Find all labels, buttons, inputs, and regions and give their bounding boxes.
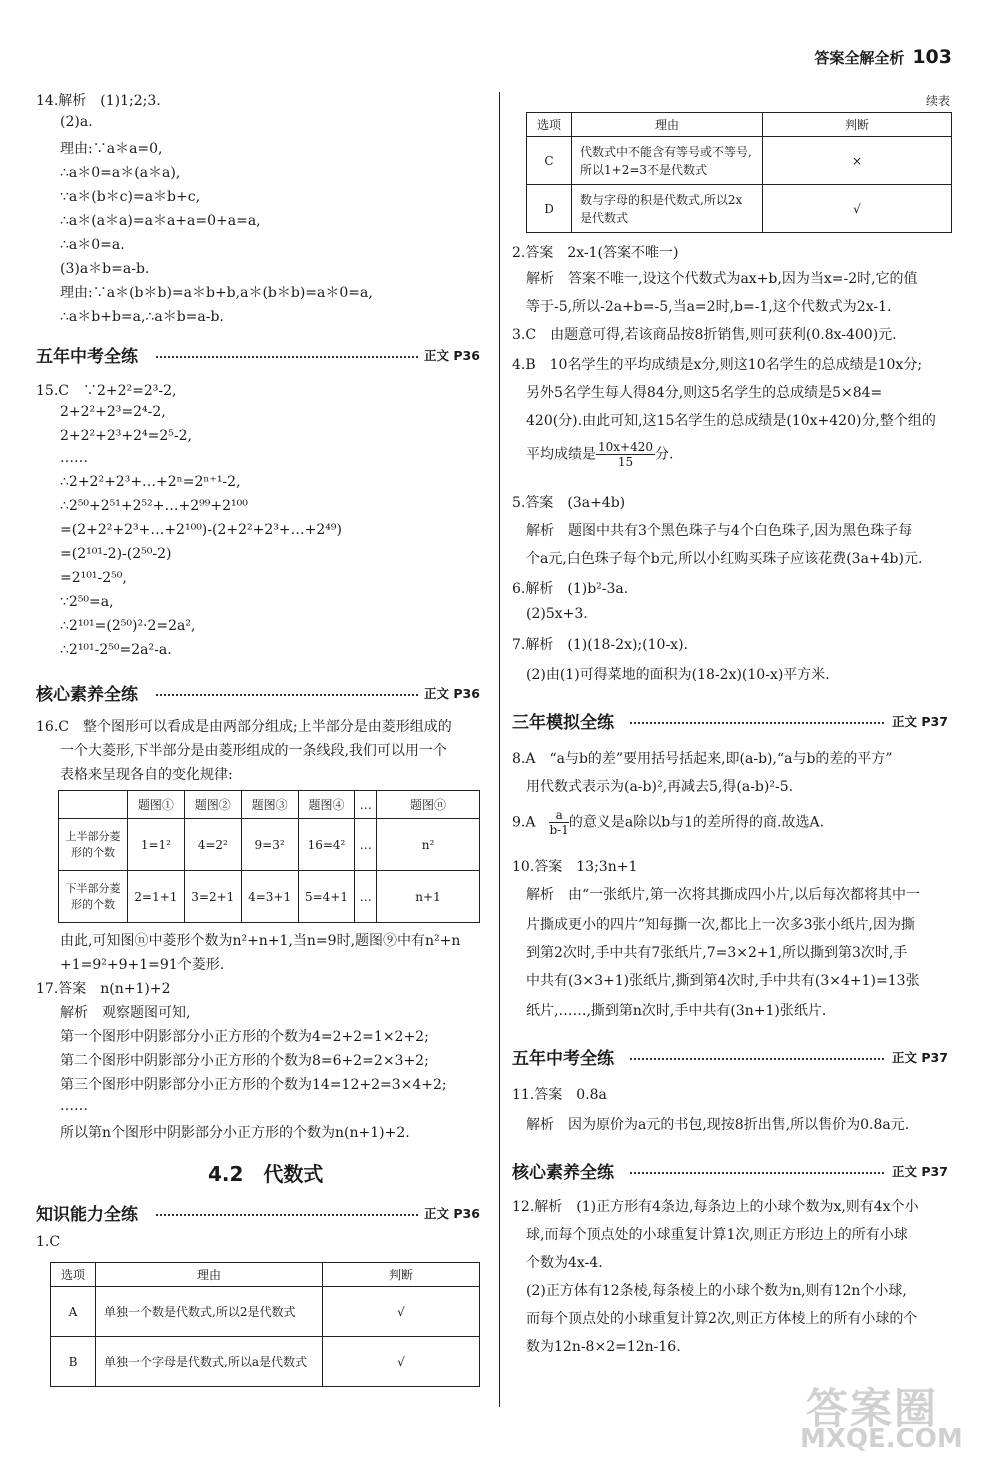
q14-line: 理由:∵a＊a=0, <box>60 141 163 157</box>
q14-line: ∵a＊(b＊c)=a＊b+c, <box>60 189 201 205</box>
table-header-cell: 题图④ <box>298 791 355 819</box>
watermark-url: MXQE.COM <box>800 1424 963 1454</box>
q5-line: 5.答案 (3a+4b) <box>512 495 626 511</box>
continued-label: 续表 <box>926 94 951 108</box>
table-header-cell <box>59 791 128 819</box>
table-cell: 9=3² <box>241 819 298 871</box>
q15-line: ∴2+2²+2³+…+2ⁿ=2ⁿ⁺¹-2, <box>60 474 241 490</box>
table-cell: 4=2² <box>184 819 241 871</box>
q15-line: ∵2⁵⁰=a, <box>60 594 114 610</box>
table-header-cell: 选项 <box>527 113 572 137</box>
q14-line: ∴a＊0=a＊(a＊a), <box>60 165 181 181</box>
table-cell: D <box>527 185 572 233</box>
table-cell: B <box>51 1337 96 1387</box>
text: 分. <box>655 446 674 463</box>
section-title: 三年模拟全练 <box>512 713 614 733</box>
q16-line: 一个大菱形,下半部分是由菱形组成的一条线段,我们可以用一个 <box>60 743 447 759</box>
table-cell: n+1 <box>377 871 480 923</box>
fraction <box>596 440 655 469</box>
table-row <box>51 1287 480 1337</box>
table-cell: √ <box>323 1287 480 1337</box>
table-row <box>51 1337 480 1387</box>
q11-line: 11.答案 0.8a <box>512 1087 607 1103</box>
table-row <box>527 185 952 233</box>
q12-line: 12.解析 (1)正方形有4条边,每条边上的小球个数为x,则有4x个小 <box>512 1199 919 1215</box>
table-cell: 数与字母的积是代数式,所以2x是代数式 <box>572 185 763 233</box>
denominator: 15 <box>617 455 634 469</box>
table-row <box>527 137 952 185</box>
text: 平均成绩是 <box>526 446 596 463</box>
section-ref: 正文 P36 <box>424 686 480 701</box>
q12-line: 而每个顶点处的小球重复计算2次,则正方体棱上的所有小球的个 <box>526 1311 918 1327</box>
table-cell: 下半部分菱形的个数 <box>59 871 128 923</box>
table-cell: √ <box>323 1337 480 1387</box>
page-number: 103 <box>912 46 952 68</box>
q3-line: 3.C 由题意可得,若该商品按8折销售,则可获利(0.8x-400)元. <box>512 327 897 343</box>
table-header-cell: 题图ⓝ <box>377 791 480 819</box>
q12-line: (2)正方体有12条棱,每条棱上的小球个数为n,则有12n个小球, <box>526 1283 907 1299</box>
q6-line: (2)5x+3. <box>526 606 588 622</box>
q10-line: 纸片,……,撕到第n次时,手中共有(3n+1)张纸片. <box>526 1003 827 1019</box>
q15-line: ∴2⁵⁰+2⁵¹+2⁵²+…+2⁹⁹+2¹⁰⁰ <box>60 498 248 514</box>
q10-line: 10.答案 13;3n+1 <box>512 859 638 875</box>
q15-line: =(2¹⁰¹-2)-(2⁵⁰-2) <box>60 546 172 562</box>
section-ref: 正文 P36 <box>424 1206 480 1221</box>
text: 9.A <box>512 814 550 831</box>
table-row <box>59 871 480 923</box>
table-header-cell: 判断 <box>763 113 952 137</box>
page-header <box>814 46 952 68</box>
option-table <box>50 1262 480 1387</box>
watermark-logo: 答案圈 <box>806 1384 939 1433</box>
q10-line: 到第2次时,手中共有7张纸片,7=3×2+1,所以撕到第3次时,手 <box>526 945 908 961</box>
q15-line: ∴2¹⁰¹-2⁵⁰=2a²-a. <box>60 642 172 658</box>
q16-line: 表格来呈现各自的变化规律: <box>60 767 233 783</box>
q17-line: 第一个图形中阴影部分小正方形的个数为4=2+2=1×2+2; <box>60 1029 429 1045</box>
q15-line: ∴2¹⁰¹=(2⁵⁰)²·2=2a², <box>60 618 196 634</box>
q2-line: 解析 答案不唯一,设这个代数式为ax+b,因为当x=-2时,它的值 <box>526 271 918 287</box>
option-table-continued <box>526 112 952 233</box>
q17-line: 所以第n个图形中阴影部分小正方形的个数为n(n+1)+2. <box>60 1125 410 1141</box>
q2-line: 2.答案 2x-1(答案不唯一) <box>512 245 679 261</box>
q17-line: 17.答案 n(n+1)+2 <box>36 981 171 997</box>
q16-line: 由此,可知图ⓝ中菱形个数为n²+n+1,当n=9时,题图⑨中有n²+n <box>60 933 461 949</box>
table-header-cell: 选项 <box>51 1263 96 1287</box>
section-ref: 正文 P36 <box>424 348 480 363</box>
table-header-cell: 判断 <box>323 1263 480 1287</box>
table-cell: 单独一个数是代数式,所以2是代数式 <box>96 1287 323 1337</box>
q12-line: 数为12n-8×2=12n-16. <box>526 1339 681 1355</box>
q7-line: 7.解析 (1)(18-2x);(10-x). <box>512 637 688 653</box>
q15-line: 2+2²+2³=2⁴-2, <box>60 404 166 420</box>
q8-line: 8.A “a与b的差”要用括号括起来,即(a-b),“a与b的差的平方” <box>512 751 893 767</box>
numerator: a <box>549 808 568 823</box>
section-title: 核心素养全练 <box>512 1163 614 1183</box>
q9-line <box>512 808 824 837</box>
section-ref: 正文 P37 <box>892 1164 948 1179</box>
q15-line: 2+2²+2³+2⁴=2⁵-2, <box>60 428 192 444</box>
table-cell: A <box>51 1287 96 1337</box>
numerator: 10x+420 <box>598 440 653 454</box>
q5-line: 解析 题图中共有3个黑色珠子与4个白色珠子,因为黑色珠子每 <box>526 523 913 539</box>
table-cell: 单独一个字母是代数式,所以a是代数式 <box>96 1337 323 1387</box>
q15-line: =(2+2²+2³+…+2¹⁰⁰)-(2+2²+2³+…+2⁴⁹) <box>60 522 342 538</box>
q4-line: 另外5名学生每人得84分,则这5名学生的总成绩是5×84= <box>526 385 883 401</box>
q15-line: 15.C ∵2+2²=2³-2, <box>36 383 177 399</box>
q12-line: 个数为4x-4. <box>526 1255 603 1271</box>
table-cell: 16=4² <box>298 819 355 871</box>
q15-line: =2¹⁰¹-2⁵⁰, <box>60 570 127 586</box>
q14-line: (3)a＊b=a-b. <box>60 261 150 277</box>
denominator: b-1 <box>549 823 569 837</box>
q14-line: ∴a＊0=a. <box>60 237 125 253</box>
q14-line: 14.解析 (1)1;2;3. <box>36 93 161 109</box>
table-cell: n² <box>377 819 480 871</box>
q10-line: 解析 由“一张纸片,第一次将其撕成四小片,以后每次都将其中一 <box>526 887 921 903</box>
q12-line: 球,而每个顶点处的小球重复计算1次,则正方形边上的所有小球 <box>526 1227 908 1243</box>
section-ref: 正文 P37 <box>892 714 948 729</box>
q4-line <box>526 440 673 469</box>
q14-line: ∴a＊b+b=a,∴a＊b=a-b. <box>60 309 224 325</box>
fraction <box>549 808 568 837</box>
q8-line: 用代数式表示为(a-b)²,再减去5,得(a-b)²-5. <box>526 779 794 795</box>
q10-line: 中共有(3×3+1)张纸片,撕到第4次时,手中共有(3×4+1)=13张 <box>526 973 920 989</box>
table-cell: … <box>355 871 377 923</box>
q7-line: (2)由(1)可得菜地的面积为(18-2x)(10-x)平方米. <box>526 667 830 683</box>
dot-leader <box>630 1058 884 1060</box>
table-row <box>59 819 480 871</box>
q6-line: 6.解析 (1)b²-3a. <box>512 581 629 597</box>
table-cell: 5=4+1 <box>298 871 355 923</box>
q17-line: 第三个图形中阴影部分小正方形的个数为14=12+2=3×4+2; <box>60 1077 447 1093</box>
q10-line: 片撕成更小的四片”知每撕一次,都比上一次多3张小纸片,因为撕 <box>526 917 915 933</box>
dot-leader <box>156 356 418 358</box>
table-cell: × <box>763 137 952 185</box>
chapter-title: 4.2 代数式 <box>208 1162 324 1186</box>
q5-line: 个a元,白色珠子每个b元,所以小红购买珠子应该花费(3a+4b)元. <box>526 551 923 567</box>
table-header-cell: 理由 <box>572 113 763 137</box>
section-ref: 正文 P37 <box>892 1050 948 1065</box>
table-cell: 4=3+1 <box>241 871 298 923</box>
q1-line: 1.C <box>36 1234 61 1250</box>
q11-line: 解析 因为原价为a元的书包,现按8折出售,所以售价为0.8a元. <box>526 1117 910 1133</box>
dot-leader <box>630 1172 884 1174</box>
table-cell: … <box>355 819 377 871</box>
q14-line: (2)a. <box>60 114 93 130</box>
section-title: 五年中考全练 <box>36 347 138 367</box>
q16-line: 16.C 整个图形可以看成是由两部分组成;上半部分是由菱形组成的 <box>36 719 452 735</box>
table-header-cell: 题图③ <box>241 791 298 819</box>
table-cell: 3=2+1 <box>184 871 241 923</box>
q2-line: 等于-5,所以-2a+b=-5,当a=2时,b=-1,这个代数式为2x-1. <box>526 299 892 315</box>
q14-line: ∴a＊(a＊a)=a＊a+a=0+a=a, <box>60 213 261 229</box>
header-title: 答案全解全析 <box>814 49 905 67</box>
q4-line: 4.B 10名学生的平均成绩是x分,则这10名学生的总成绩是10x分; <box>512 357 923 373</box>
table-header-cell: 题图② <box>184 791 241 819</box>
table-header-cell: … <box>355 791 377 819</box>
q17-line: …… <box>60 1098 88 1114</box>
dot-leader <box>630 722 884 724</box>
table-cell: √ <box>763 185 952 233</box>
table-cell: C <box>527 137 572 185</box>
table-cell: 上半部分菱形的个数 <box>59 819 128 871</box>
table-cell: 代数式中不能含有等号或不等号,所以1+2=3不是代数式 <box>572 137 763 185</box>
table-header-cell: 理由 <box>96 1263 323 1287</box>
q15-line: …… <box>60 450 88 466</box>
section-title: 知识能力全练 <box>36 1205 138 1225</box>
section-title: 五年中考全练 <box>512 1049 614 1069</box>
table-header-cell: 题图① <box>128 791 185 819</box>
table-cell: 2=1+1 <box>128 871 185 923</box>
table-cell: 1=1² <box>128 819 185 871</box>
q14-line: 理由:∵a＊(b＊b)=a＊b+b,a＊(b＊b)=a＊0=a, <box>60 285 373 301</box>
q4-line: 420(分).由此可知,这15名学生的总成绩是(10x+420)分,整个组的 <box>526 413 936 429</box>
text: 的意义是a除以b与1的差所得的商.故选A. <box>568 814 825 831</box>
pattern-table <box>58 790 480 923</box>
q17-line: 第二个图形中阴影部分小正方形的个数为8=6+2=2×3+2; <box>60 1053 429 1069</box>
q17-line: 解析 观察题图可知, <box>60 1005 191 1021</box>
column-divider <box>499 92 500 1407</box>
dot-leader <box>156 694 418 696</box>
section-title: 核心素养全练 <box>36 685 138 705</box>
q16-line: +1=9²+9+1=91个菱形. <box>60 957 225 973</box>
dot-leader <box>156 1214 418 1216</box>
